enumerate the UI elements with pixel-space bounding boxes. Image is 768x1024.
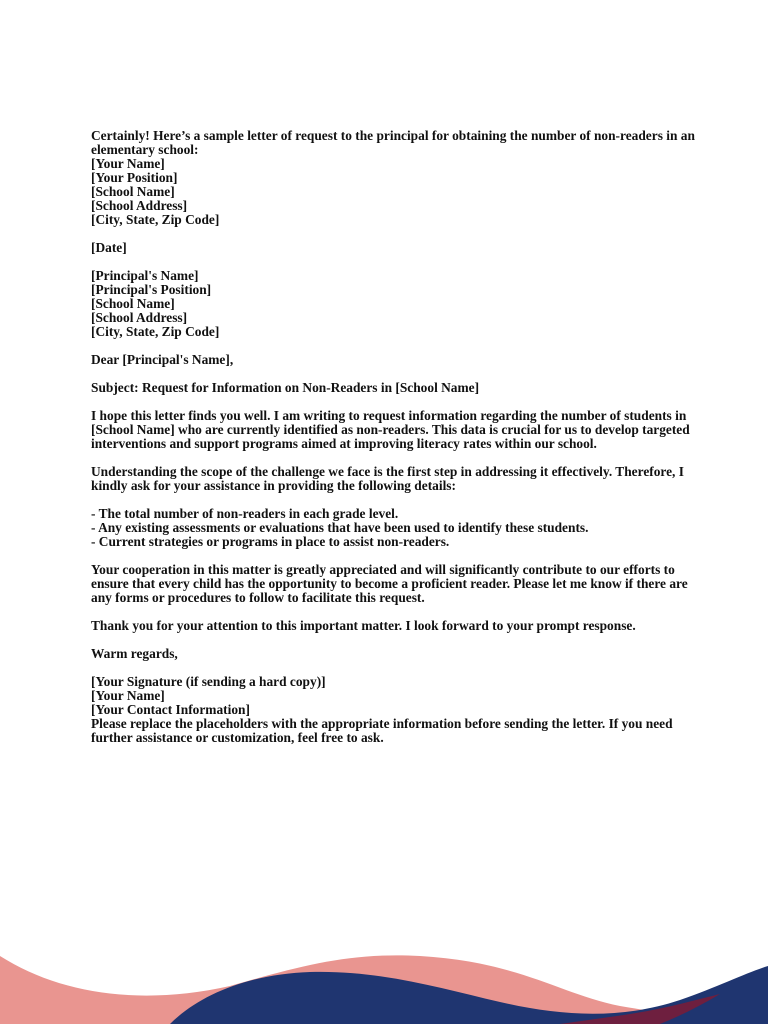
- letter-paragraph-4: Thank you for your attention to this important matter. I look forward to your prompt response.: [91, 618, 636, 633]
- signature-line: [Your Signature (if sending a hard copy)]: [91, 674, 326, 689]
- recipient-school-name: [School Name]: [91, 296, 175, 311]
- letter-paragraph-3: Your cooperation in this matter is greatly appreciated and will significantly contribute to our efforts to ensure that every child has the opportunity to become a proficient reader. Please let me know if there are any forms or procedures to follow to facilitate this request.: [91, 562, 688, 605]
- letter-paragraph-2: Understanding the scope of the challenge we face is the first step in addressing it effectively. Therefore, I kindly ask for your assistance in providing the following details:: [91, 464, 684, 493]
- letter-salutation: Dear [Principal's Name],: [91, 352, 234, 367]
- sender-position: [Your Position]: [91, 170, 178, 185]
- bullet-list: [91, 507, 711, 549]
- letter-date: [Date]: [91, 240, 127, 255]
- letter-paragraph-1: I hope this letter finds you well. I am writing to request information regarding the number of students in [School Name] who are currently identified as non-readers. This data is crucial for us to develop targeted interventions and support programs aimed at improving literacy rates within our school.: [91, 408, 690, 451]
- signature-block: [91, 675, 711, 717]
- sender-school-name: [School Name]: [91, 184, 175, 199]
- sender-school-address: [School Address]: [91, 198, 188, 213]
- signature-name: [Your Name]: [91, 688, 165, 703]
- recipient-block: [91, 269, 711, 339]
- footer-wave-decoration: [0, 944, 768, 1024]
- list-item: - Current strategies or programs in place to assist non-readers.: [91, 534, 450, 549]
- recipient-school-address: [School Address]: [91, 310, 188, 325]
- letter-subject: Subject: Request for Information on Non-Readers in [School Name]: [91, 380, 480, 395]
- letter-intro: Certainly! Here’s a sample letter of request to the principal for obtaining the number of non-readers in an elementary school:: [91, 128, 695, 157]
- letter-closing: Warm regards,: [91, 646, 178, 661]
- recipient-city-state-zip: [City, State, Zip Code]: [91, 324, 220, 339]
- letter-postscript: Please replace the placeholders with the appropriate information before sending the letter. If you need further assistance or customization, feel free to ask.: [91, 716, 673, 745]
- sender-block: [91, 157, 711, 227]
- sender-name: [Your Name]: [91, 156, 165, 171]
- list-item: - Any existing assessments or evaluations that have been used to identify these students.: [91, 520, 589, 535]
- letter-body: [91, 129, 711, 745]
- list-item: - The total number of non-readers in each grade level.: [91, 506, 399, 521]
- recipient-name: [Principal's Name]: [91, 268, 199, 283]
- sender-city-state-zip: [City, State, Zip Code]: [91, 212, 220, 227]
- recipient-position: [Principal's Position]: [91, 282, 212, 297]
- signature-contact: [Your Contact Information]: [91, 702, 250, 717]
